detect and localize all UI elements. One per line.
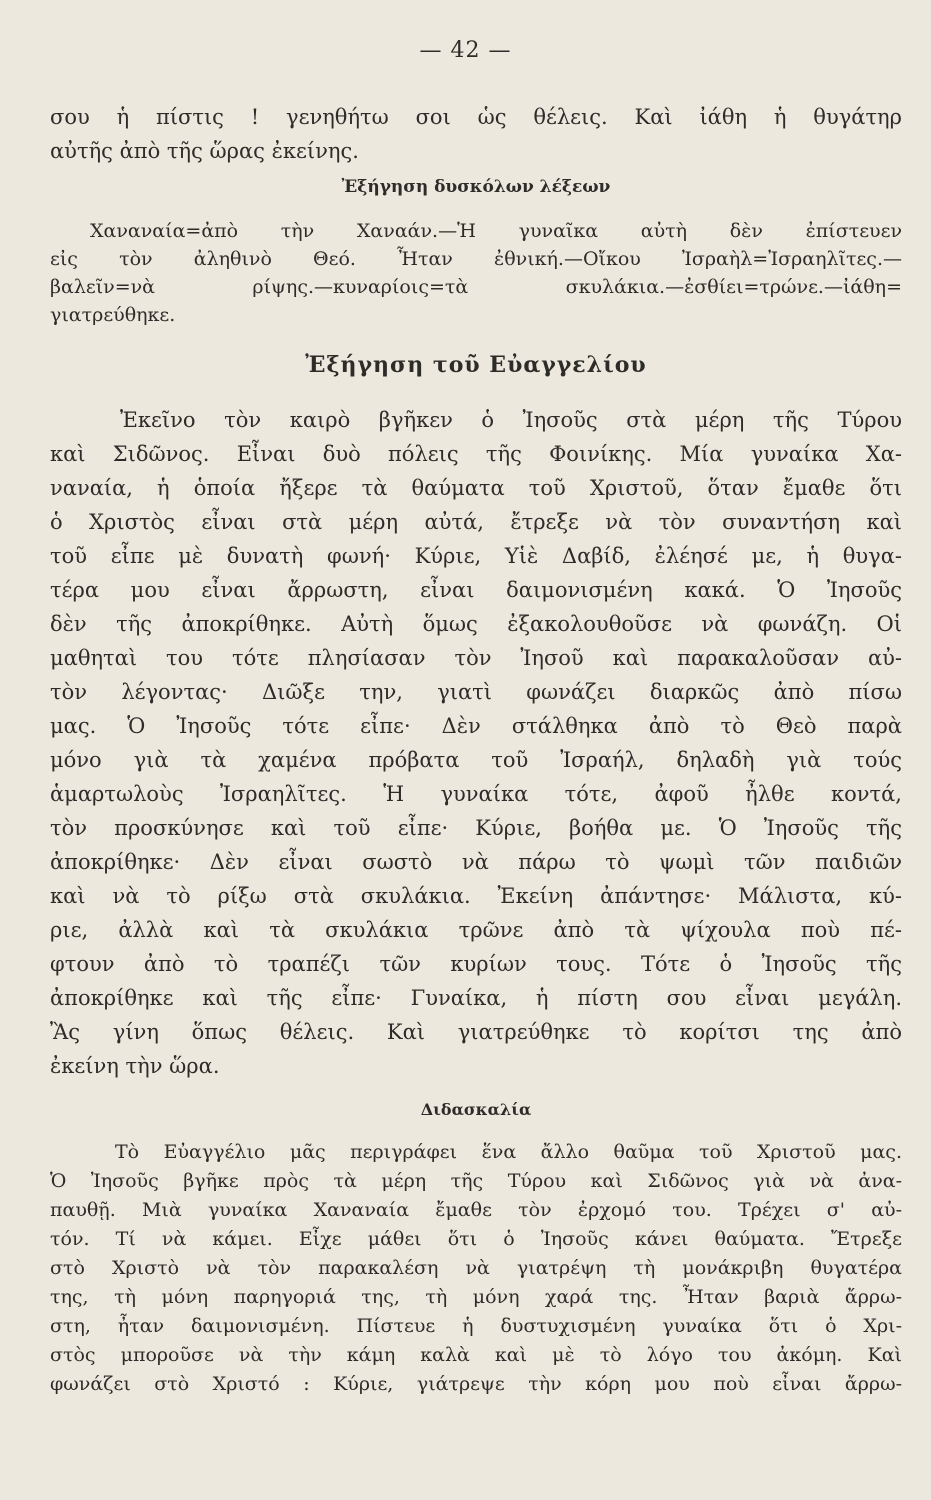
text-line: μαθηταὶ του τότε πλησίασαν τὸν Ἰησοῦ καὶ παρακαλοῦσαν αὐ- bbox=[50, 646, 902, 670]
text-line: δὲν τῆς ἀποκρίθηκε. Αὐτὴ ὅμως ἐξακολουθοῦσε νὰ φωνάζη. Οἱ bbox=[50, 612, 902, 636]
text-line: ριε, ἀλλὰ καὶ τὰ σκυλάκια τρῶνε ἀπὸ τὰ ψίχουλα ποὺ πέ- bbox=[50, 918, 902, 942]
opening-paragraph bbox=[50, 100, 902, 168]
gospel-explanation-paragraph bbox=[50, 403, 902, 1083]
text-line: τὸν προσκύνησε καὶ τοῦ εἶπε· Κύριε, βοήθα με. Ὁ Ἰησοῦς τῆς bbox=[50, 816, 902, 840]
text-line: ἐκείνη τὴν ὥρα. bbox=[50, 1054, 220, 1078]
gospel-explanation-heading: Ἐξήγηση τοῦ Εὐαγγελίου bbox=[305, 352, 647, 378]
glossary-line: Χαναναία=ἀπὸ τὴν Χαναάν.—Ἡ γυναῖκα αὐτὴ δὲν ἐπίστευεν bbox=[90, 220, 902, 242]
teaching-heading: Διδασκαλία bbox=[420, 1100, 532, 1119]
glossary-line: εἰς τὸν ἀληθινὸ Θεό. Ἦταν ἐθνική.—Οἴκου Ἰσραὴλ=Ἰσραηλῖτες.— bbox=[50, 248, 902, 270]
text-line: φτουν ἀπὸ τὸ τραπέζι τῶν κυρίων τους. Τότε ὁ Ἰησοῦς τῆς bbox=[50, 952, 902, 976]
text-line: ναναία, ἡ ὁποία ἤξερε τὰ θαύματα τοῦ Χριστοῦ, ὅταν ἔμαθε ὅτι bbox=[50, 476, 902, 500]
text-line: στη, ἦταν δαιμονισμένη. Πίστευε ἡ δυστυχισμένη γυναίκα ὅτι ὁ Χρι- bbox=[50, 1315, 902, 1337]
text-line: ὁ Χριστὸς εἶναι στὰ μέρη αὐτά, ἔτρεξε νὰ τὸν συναντήση καὶ bbox=[50, 510, 902, 534]
text-line: ἀποκρίθηκε καὶ τῆς εἶπε· Γυναίκα, ἡ πίστη σου εἶναι μεγάλη. bbox=[50, 986, 902, 1010]
text-line: Ἐκεῖνο τὸν καιρὸ βγῆκεν ὁ Ἰησοῦς στὰ μέρη τῆς Τύρου bbox=[120, 408, 902, 432]
text-line: της, τὴ μόνη παρηγοριά της, τὴ μόνη χαρά της. Ἦταν βαριὰ ἄρρω- bbox=[50, 1286, 902, 1308]
text-line: Ἂς γίνη ὅπως θέλεις. Καὶ γιατρεύθηκε τὸ κορίτσι της ἀπὸ bbox=[50, 1020, 902, 1044]
text-line: Ὁ Ἰησοῦς βγῆκε πρὸς τὰ μέρη τῆς Τύρου καὶ Σιδῶνος γιὰ νὰ ἀνα- bbox=[50, 1170, 902, 1192]
text-line: στὸς μποροῦσε νὰ τὴν κάμη καλὰ καὶ μὲ τὸ λόγο του ἀκόμη. Καὶ bbox=[50, 1344, 902, 1366]
text-line: στὸ Χριστὸ νὰ τὸν παρακαλέση νὰ γιατρέψη τὴ μονάκριβη θυγατέρα bbox=[50, 1257, 902, 1279]
text-line: φωνάζει στὸ Χριστό : Κύριε, γιάτρεψε τὴν κόρη μου ποὺ εἶναι ἄρρω- bbox=[50, 1373, 902, 1395]
text-line: σου ἡ πίστις ! γενηθήτω σοι ὡς θέλεις. Καὶ ἰάθη ἡ θυγάτηρ bbox=[50, 105, 902, 129]
text-line: τόν. Τί νὰ κάμει. Εἶχε μάθει ὅτι ὁ Ἰησοῦς κάνει θαύματα. Ἔτρεξε bbox=[50, 1228, 902, 1250]
text-line: μόνο γιὰ τὰ χαμένα πρόβατα τοῦ Ἰσραήλ, δηλαδὴ γιὰ τούς bbox=[50, 748, 902, 772]
text-line: αὐτῆς ἀπὸ τῆς ὥρας ἐκείνης. bbox=[50, 139, 359, 163]
text-line: Τὸ Εὐαγγέλιο μᾶς περιγράφει ἕνα ἄλλο θαῦμα τοῦ Χριστοῦ μας. bbox=[115, 1141, 902, 1163]
glossary-heading: Ἐξήγηση δυσκόλων λέξεων bbox=[341, 177, 611, 197]
text-line: παυθῇ. Μιὰ γυναίκα Χαναναία ἔμαθε τὸν ἐρχομό του. Τρέχει σ' αὐ- bbox=[50, 1199, 902, 1221]
page-number: — 42 — bbox=[419, 38, 512, 63]
text-line: τέρα μου εἶναι ἄρρωστη, εἶναι δαιμονισμένη κακά. Ὁ Ἰησοῦς bbox=[50, 578, 902, 602]
text-line: τοῦ εἶπε μὲ δυνατὴ φωνή· Κύριε, Υἱὲ Δαβίδ, ἐλέησέ με, ἡ θυγα- bbox=[50, 544, 902, 568]
text-line: ἀποκρίθηκε· Δὲν εἶναι σωστὸ νὰ πάρω τὸ ψωμὶ τῶν παιδιῶν bbox=[50, 850, 902, 874]
text-line: τὸν λέγοντας· Διῶξε την, γιατὶ φωνάζει διαρκῶς ἀπὸ πίσω bbox=[50, 680, 902, 704]
text-line: καὶ νὰ τὸ ρίξω στὰ σκυλάκια. Ἐκείνη ἀπάντησε· Μάλιστα, κύ- bbox=[50, 884, 902, 908]
text-line: καὶ Σιδῶνος. Εἶναι δυὸ πόλεις τῆς Φοινίκης. Μία γυναίκα Χα- bbox=[50, 442, 902, 466]
teaching-paragraph bbox=[50, 1138, 902, 1399]
glossary-line: βαλεῖν=νὰ ρίψης.—κυναρίοις=τὰ σκυλάκια.—ἐσθίει=τρώνε.—ἰάθη= bbox=[50, 276, 902, 298]
text-line: ἁμαρτωλοὺς Ἰσραηλῖτες. Ἡ γυναίκα τότε, ἀφοῦ ἦλθε κοντά, bbox=[50, 782, 902, 806]
glossary-line: γιατρεύθηκε. bbox=[50, 304, 176, 326]
glossary-paragraph bbox=[50, 217, 902, 329]
text-line: μας. Ὁ Ἰησοῦς τότε εἶπε· Δὲν στάλθηκα ἀπὸ τὸ Θεὸ παρὰ bbox=[50, 714, 902, 738]
